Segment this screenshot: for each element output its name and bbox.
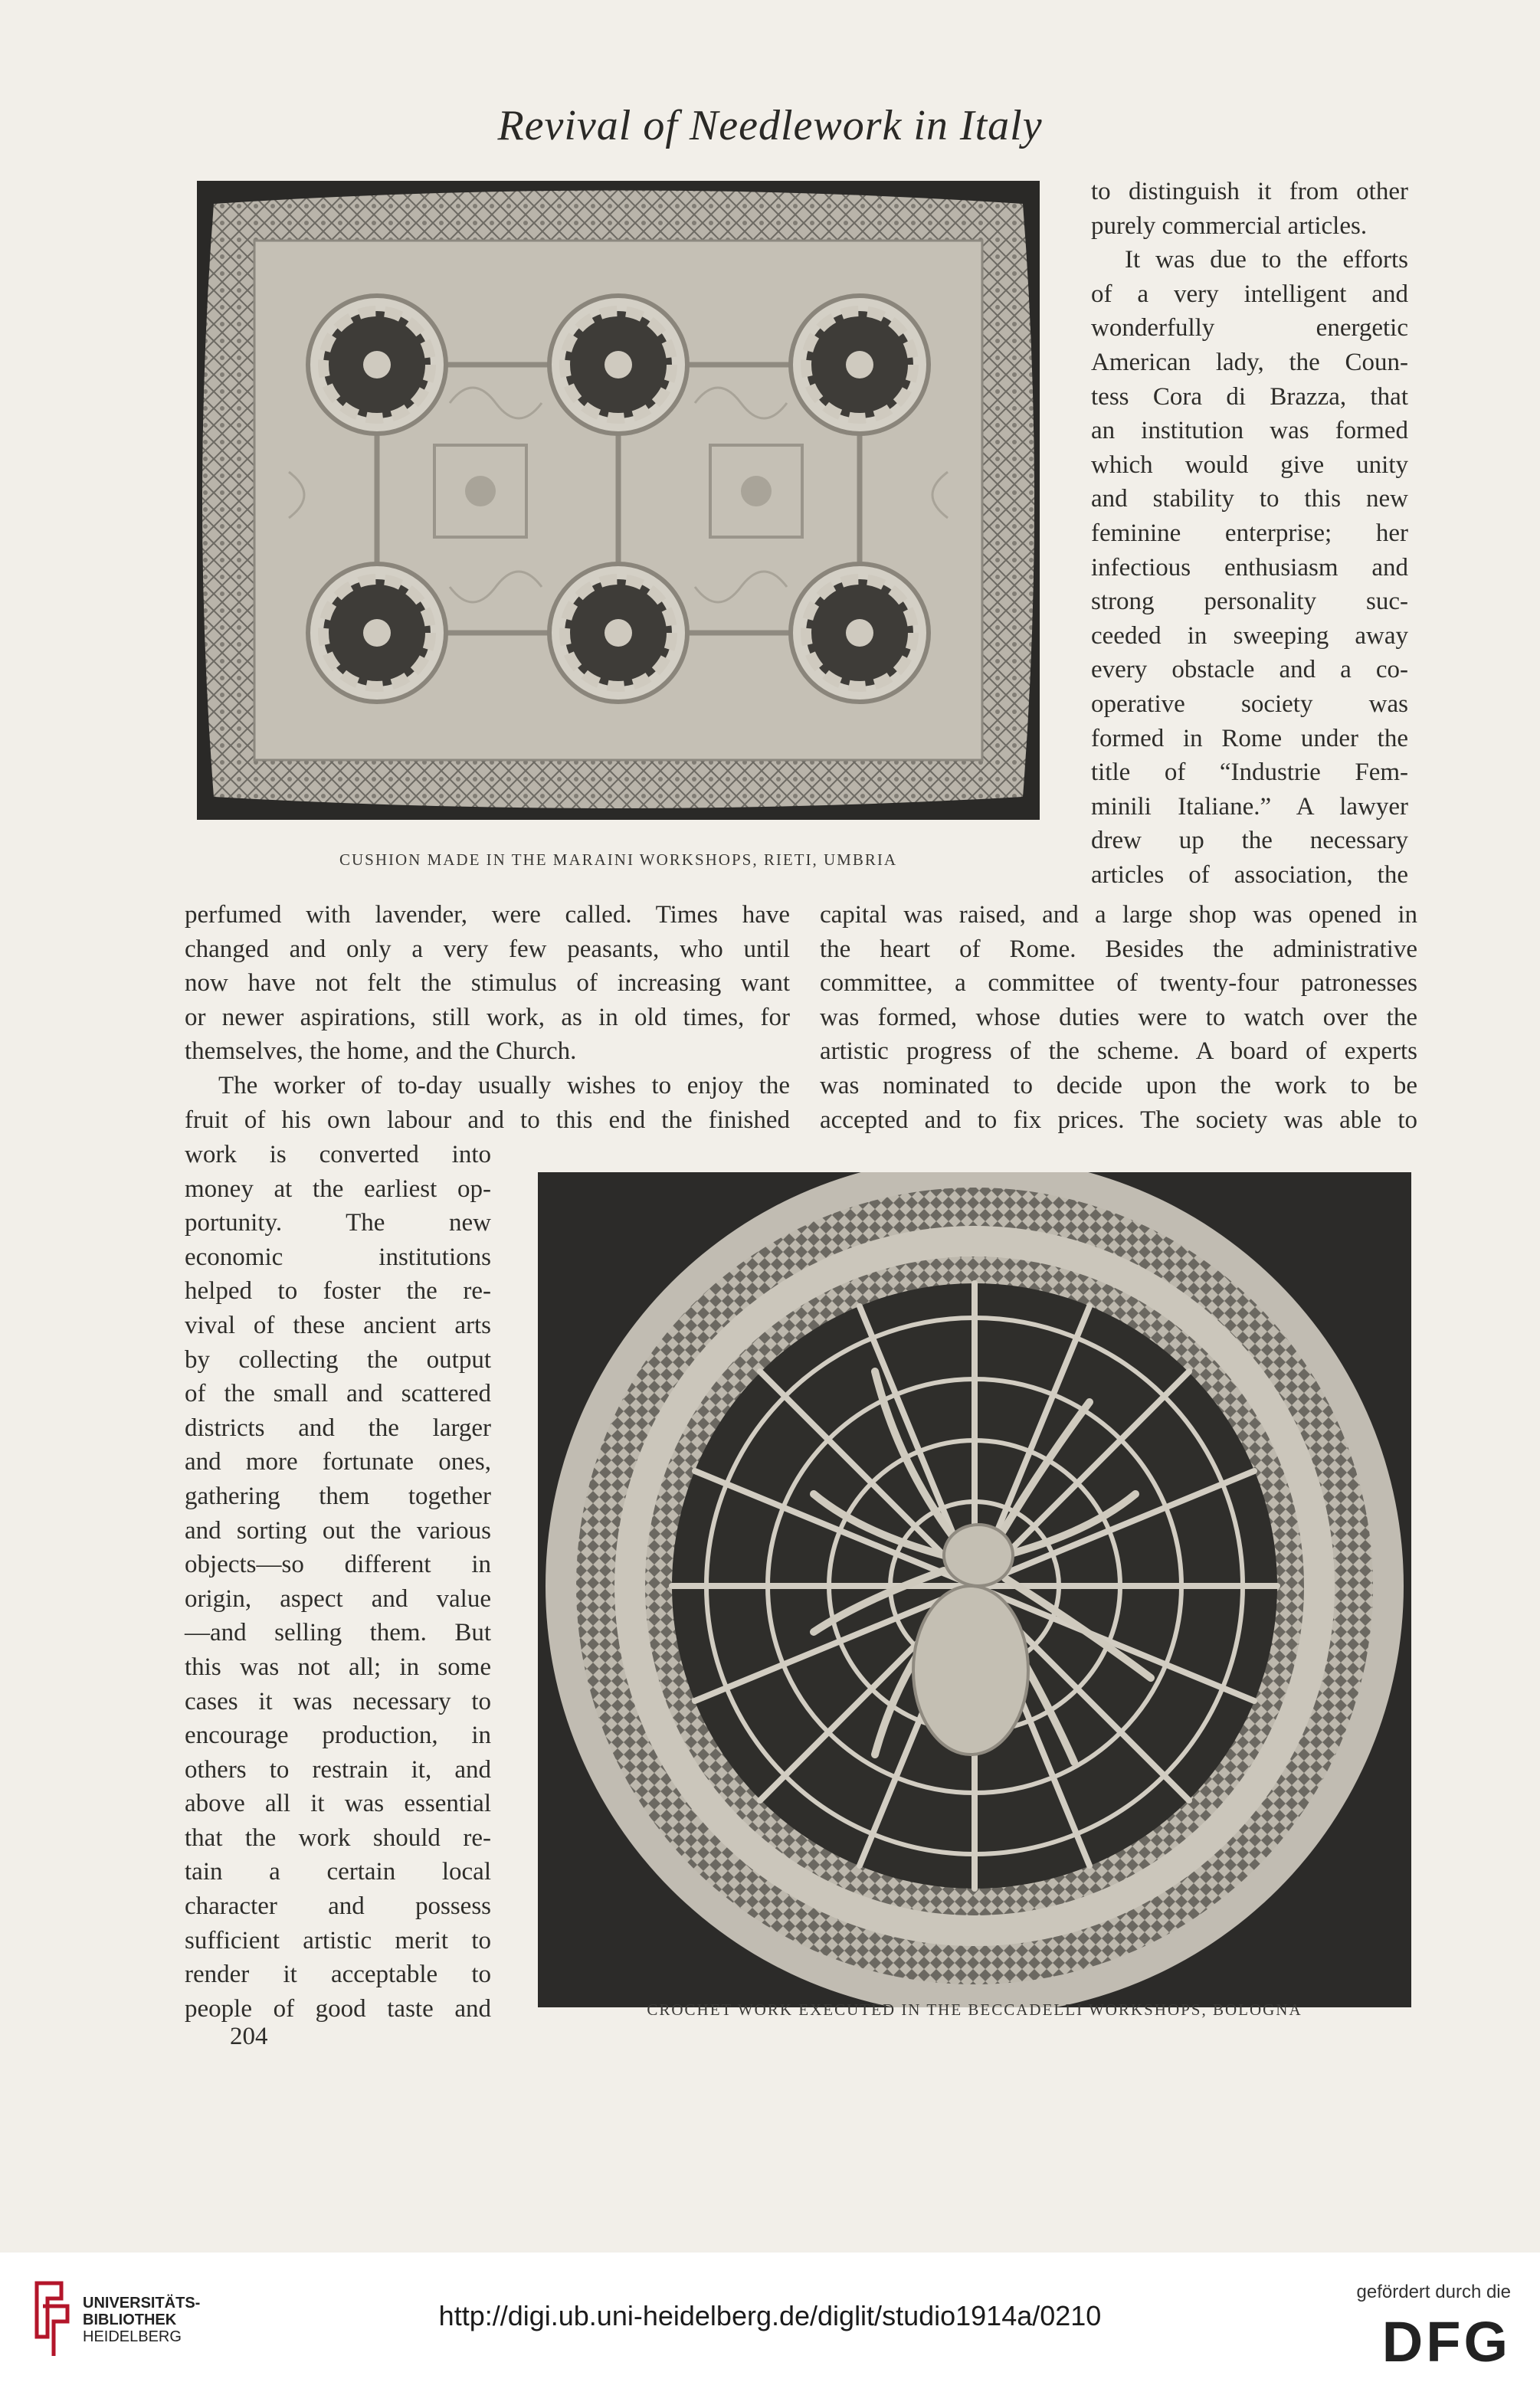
text-line: capital was raised, and a large shop was opened in <box>820 901 1417 929</box>
text-line: of the small and scattered <box>185 1380 491 1408</box>
text-line: It was due to the efforts <box>1125 246 1408 274</box>
library-name-line: HEIDELBERG <box>83 2328 182 2345</box>
text-line: minili Italiane.” A lawyer <box>1091 792 1408 821</box>
text-line: to distinguish it from other <box>1091 178 1408 205</box>
text-line: economic institutions <box>185 1243 491 1271</box>
text-line: above all it was essential <box>185 1790 491 1818</box>
text-line: ceeded in sweeping away <box>1091 621 1408 650</box>
text-line: was formed, whose duties were to watch over the <box>820 1003 1417 1031</box>
text-line: and stability to this new <box>1091 485 1408 513</box>
text-line: strong personality suc- <box>1091 588 1408 616</box>
text-line: and more fortunate ones, <box>185 1448 491 1476</box>
text-line: themselves, the home, and the Church. <box>185 1037 577 1066</box>
figure-caption-crochet: CROCHET WORK EXECUTED IN THE BECCADELLI WORKSHOPS, BOLOGNA <box>647 2000 1302 2019</box>
text-line: objects—so different in <box>185 1551 491 1579</box>
text-line: artistic progress of the scheme. A board of experts <box>820 1037 1417 1066</box>
text-line: drew up the necessary <box>1091 827 1408 855</box>
text-line: character and possess <box>185 1892 491 1921</box>
text-line: every obstacle and a co- <box>1091 656 1408 684</box>
text-line: was nominated to decide upon the work to be <box>820 1071 1417 1099</box>
text-line: tain a certain local <box>185 1858 491 1886</box>
text-line: or newer aspirations, still work, as in old times, for <box>185 1003 790 1031</box>
text-line: tess Cora di Brazza, that <box>1091 382 1408 411</box>
text-line: money at the earliest op- <box>185 1175 491 1203</box>
text-line: American lady, the Coun- <box>1091 348 1408 376</box>
text-line: perfumed with lavender, were called. Times have <box>185 901 790 929</box>
funding-label: gefördert durch die <box>1356 2282 1511 2302</box>
text-line: portunity. The new <box>185 1209 491 1237</box>
text-line: encourage production, in <box>185 1722 491 1750</box>
cushion-illustration <box>197 181 1040 820</box>
running-head: Revival of Needlework in Italy <box>497 102 1043 149</box>
dfg-logo: DFG <box>1381 2310 1511 2374</box>
crochet-illustration <box>538 1172 1411 2007</box>
text-line: wonderfully energetic <box>1091 314 1408 342</box>
text-line: changed and only a very few peasants, who until <box>185 935 790 963</box>
text-line: of a very intelligent and <box>1091 280 1408 308</box>
library-name-line: BIBLIOTHEK <box>83 2312 177 2328</box>
paragraph-left-mid <box>185 898 790 1137</box>
text-line: this was not all; in some <box>185 1653 491 1681</box>
text-line: that the work should re- <box>185 1823 491 1852</box>
text-line: cases it was necessary to <box>185 1687 491 1715</box>
text-line: render it acceptable to <box>185 1961 491 1989</box>
text-line: an institution was formed <box>1091 417 1408 445</box>
text-line: which would give unity <box>1091 451 1408 479</box>
text-line: formed in Rome under the <box>1091 724 1408 752</box>
text-line: by collecting the output <box>185 1345 491 1374</box>
text-line: The worker of to-day usually wishes to enjoy the <box>218 1071 790 1099</box>
paragraph-left-bottom <box>185 1138 491 2026</box>
text-line: fruit of his own labour and to this end the finished <box>185 1106 790 1134</box>
text-line: committee, a committee of twenty-four patronesses <box>820 969 1417 998</box>
text-line: origin, aspect and value <box>185 1584 491 1613</box>
text-line: purely commercial articles. <box>1091 211 1368 240</box>
text-line: title of “Industrie Fem- <box>1091 759 1408 787</box>
text-line: work is converted into <box>185 1141 491 1168</box>
paragraph-right-top <box>1091 175 1408 892</box>
paragraph-right-mid <box>820 898 1417 1137</box>
text-line: now have not felt the stimulus of increasing want <box>185 969 790 998</box>
page-number: 204 <box>230 2023 268 2050</box>
text-line: vival of these ancient arts <box>185 1311 491 1339</box>
text-line: feminine enterprise; her <box>1091 519 1408 547</box>
text-line: infectious enthusiasm and <box>1091 553 1408 582</box>
figure-caption-cushion: CUSHION MADE IN THE MARAINI WORKSHOPS, RIETI, UMBRIA <box>339 850 897 869</box>
text-line: others to restrain it, and <box>185 1755 491 1784</box>
text-line: people of good taste and <box>185 1994 491 2023</box>
digitization-footer <box>0 2253 1540 2382</box>
text-line: accepted and to fix prices. The society was able to <box>820 1106 1417 1134</box>
text-line: articles of association, the <box>1091 860 1408 889</box>
source-url-link[interactable]: http://digi.ub.uni-heidelberg.de/diglit/studio1914a/0210 <box>438 2300 1102 2331</box>
text-line: gathering them together <box>185 1482 491 1510</box>
text-line: and sorting out the various <box>185 1516 491 1545</box>
text-line: —and selling them. But <box>185 1619 491 1647</box>
text-line: districts and the larger <box>185 1414 491 1442</box>
text-line: operative society was <box>1091 690 1408 718</box>
text-line: sufficient artistic merit to <box>185 1926 491 1954</box>
text-line: the heart of Rome. Besides the administrative <box>820 935 1417 963</box>
text-line: helped to foster the re- <box>185 1277 491 1306</box>
library-name-line: UNIVERSITÄTS- <box>83 2295 201 2312</box>
